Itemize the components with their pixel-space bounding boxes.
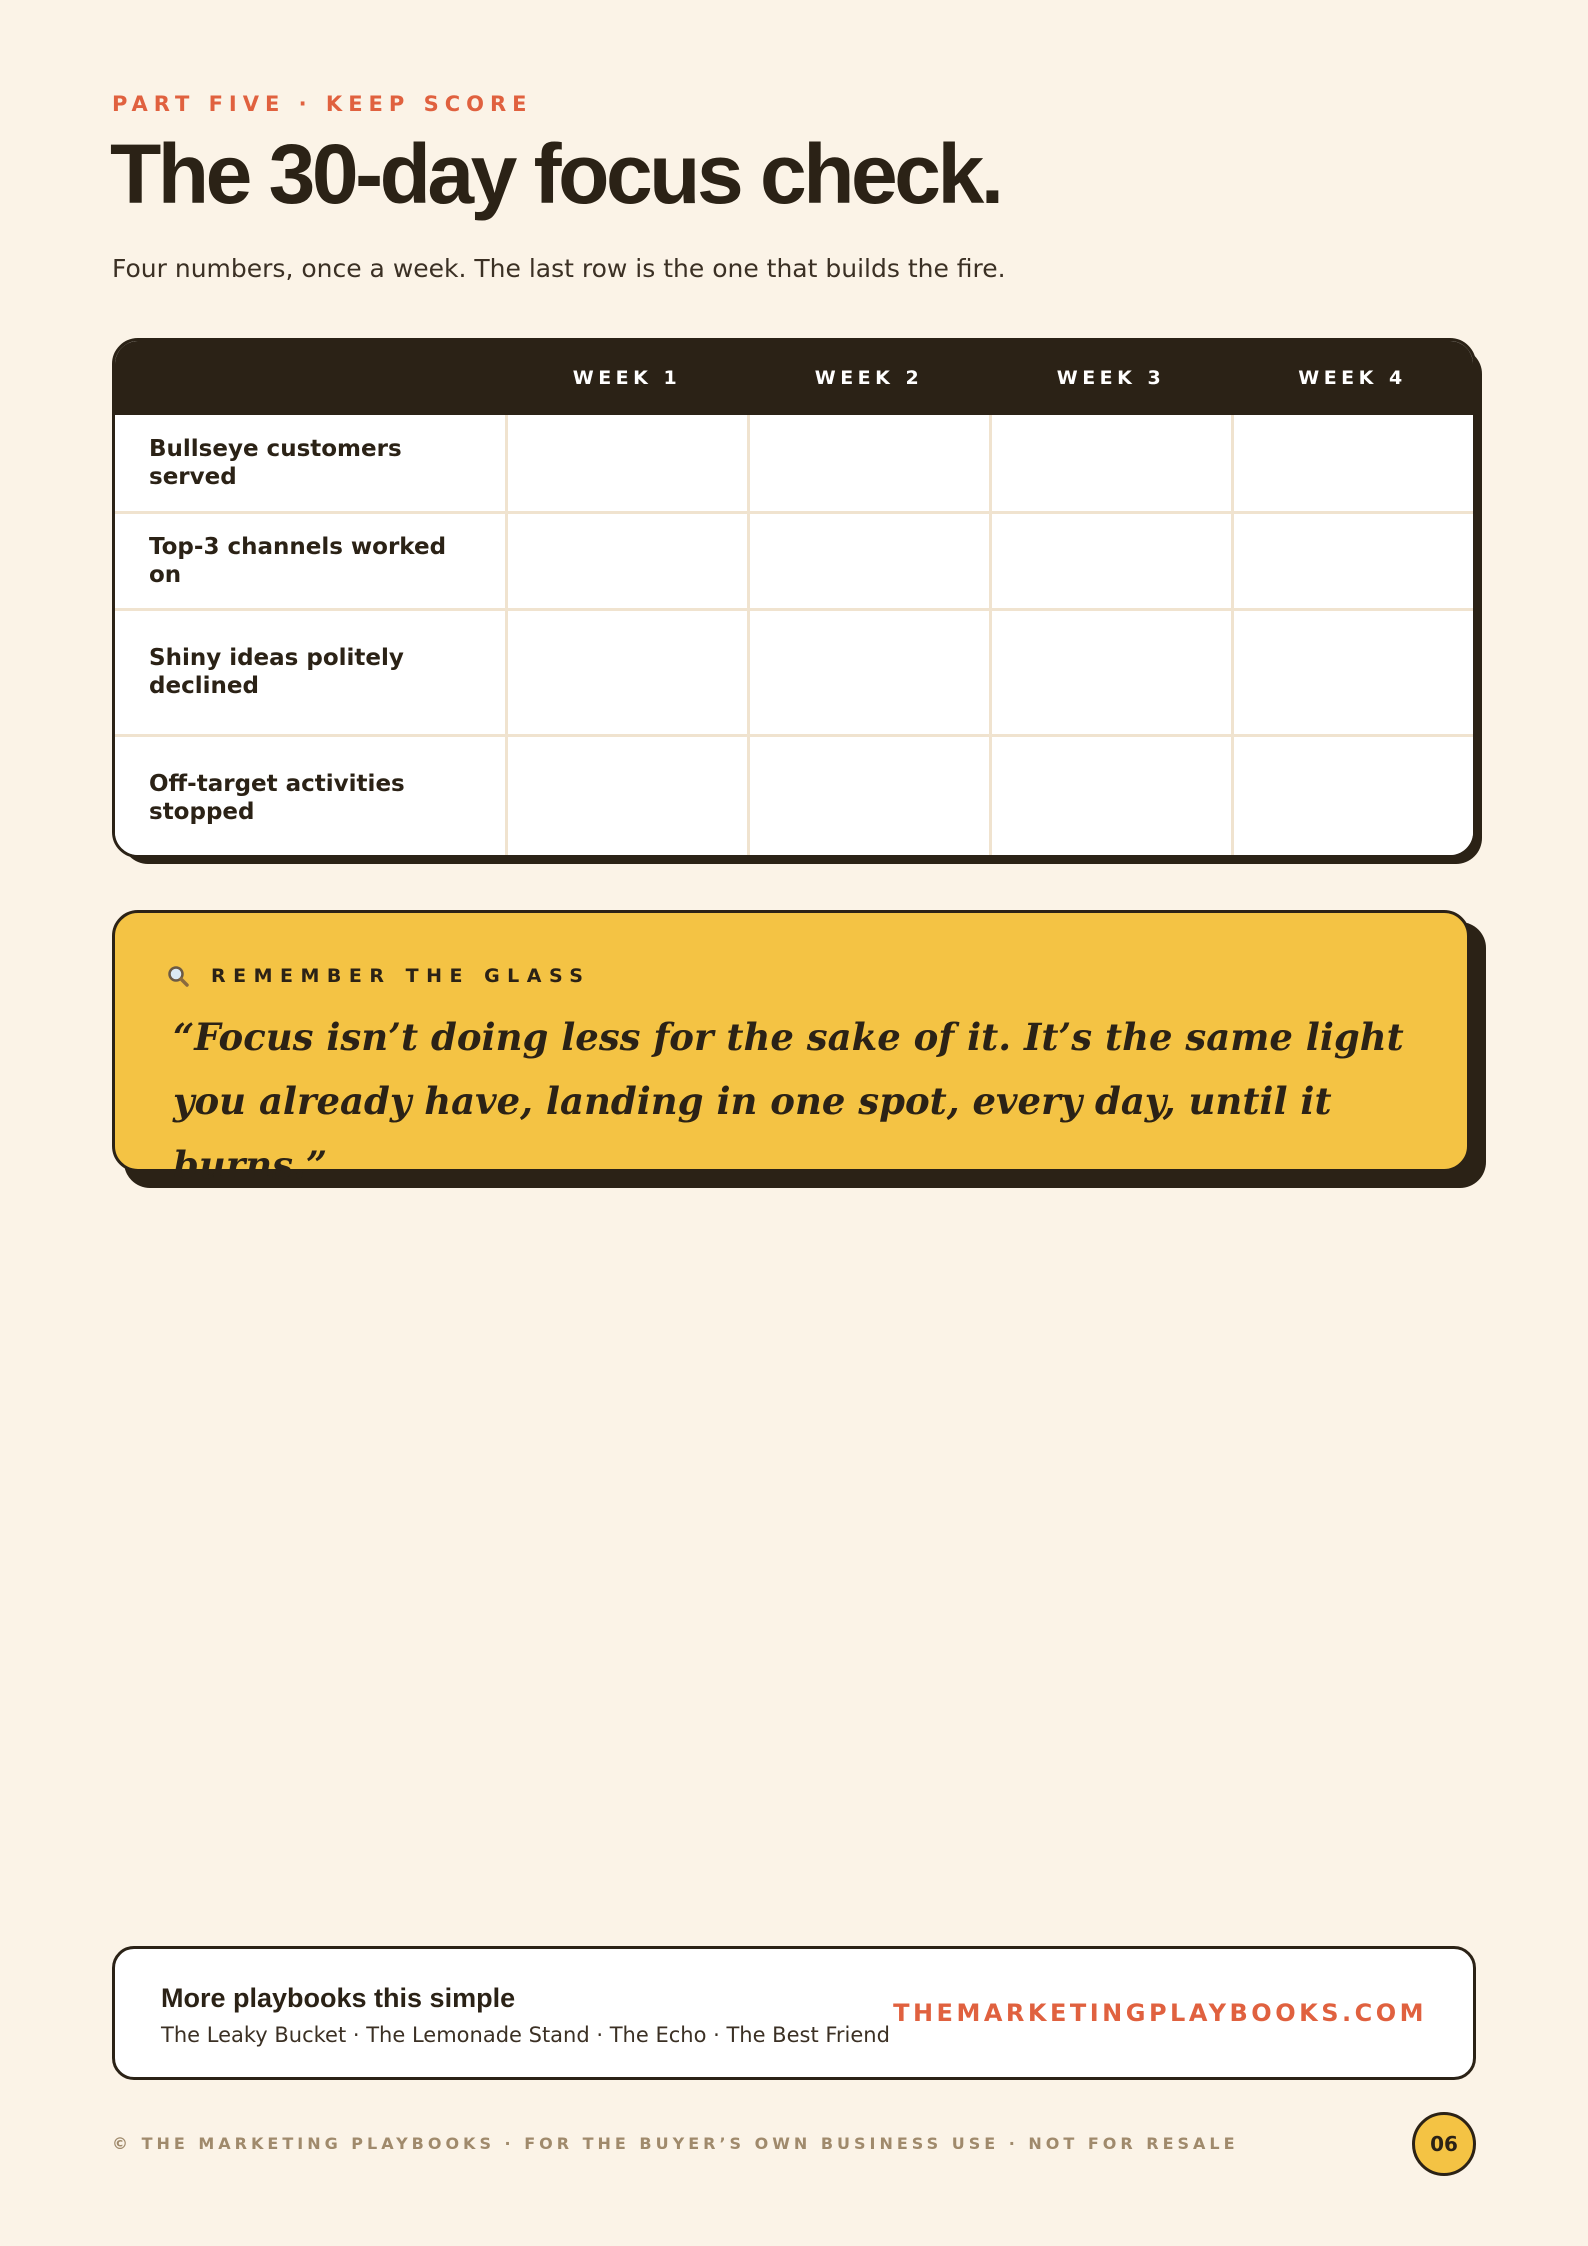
week-4-cell[interactable] <box>1232 415 1473 512</box>
week-3-cell[interactable] <box>990 609 1232 735</box>
quote-callout <box>112 910 1486 1190</box>
week-2-cell[interactable] <box>748 735 990 858</box>
week-3-cell[interactable] <box>990 512 1232 609</box>
tracker-header-row <box>115 341 1473 415</box>
week-3-cell[interactable] <box>990 415 1232 512</box>
week-4-cell[interactable] <box>1232 609 1473 735</box>
quote-header <box>167 965 591 987</box>
quote-text: “Focus isn’t doing less for the sake of it. It’s the same light you already have, landing in one spot, every day, until it burns.” <box>173 1015 1404 1187</box>
header-week-1: WEEK 1 <box>506 341 748 415</box>
website-link[interactable]: THEMARKETINGPLAYBOOKS.COM <box>893 1999 1427 2027</box>
header-week-4: WEEK 4 <box>1232 341 1473 415</box>
week-2-cell[interactable] <box>748 512 990 609</box>
row-label: Off-target activities stopped <box>115 735 506 858</box>
quote-label: REMEMBER THE GLASS <box>211 965 591 987</box>
promo-playbook-list: The Leaky Bucket · The Lemonade Stand · The Echo · The Best Friend <box>161 2023 890 2047</box>
week-2-cell[interactable] <box>748 609 990 735</box>
table-row <box>115 415 1473 512</box>
week-1-cell[interactable] <box>506 735 748 858</box>
week-1-cell[interactable] <box>506 415 748 512</box>
table-row <box>115 735 1473 858</box>
page-number-badge: 06 <box>1412 2112 1476 2176</box>
more-playbooks-banner <box>112 1946 1476 2080</box>
row-label: Bullseye customers served <box>115 415 506 512</box>
section-eyebrow: PART FIVE · KEEP SCORE <box>112 92 533 116</box>
quote-card <box>112 910 1470 1187</box>
header-week-3: WEEK 3 <box>990 341 1232 415</box>
week-4-cell[interactable] <box>1232 512 1473 609</box>
row-label: Top-3 channels worked on <box>115 512 506 609</box>
tracker-table-frame <box>112 338 1476 858</box>
week-3-cell[interactable] <box>990 735 1232 858</box>
header-week-2: WEEK 2 <box>748 341 990 415</box>
page-subtitle: Four numbers, once a week. The last row is the one that builds the fire. <box>112 254 1006 283</box>
week-2-cell[interactable] <box>748 415 990 512</box>
header-cell-blank <box>115 341 506 415</box>
week-1-cell[interactable] <box>506 609 748 735</box>
table-row <box>115 609 1473 735</box>
promo-title: More playbooks this simple <box>161 1983 516 2013</box>
page-title: The 30-day focus check. <box>110 127 1001 221</box>
row-label: Shiny ideas politely declined <box>115 609 506 735</box>
legal-notice: © THE MARKETING PLAYBOOKS · FOR THE BUYER’S OWN BUSINESS USE · NOT FOR RESALE <box>112 2134 1239 2153</box>
week-1-cell[interactable] <box>506 512 748 609</box>
focus-tracker <box>112 338 1476 858</box>
tracker-table <box>115 341 1473 858</box>
week-4-cell[interactable] <box>1232 735 1473 858</box>
magnifying-glass-icon <box>167 965 189 987</box>
table-row <box>115 512 1473 609</box>
